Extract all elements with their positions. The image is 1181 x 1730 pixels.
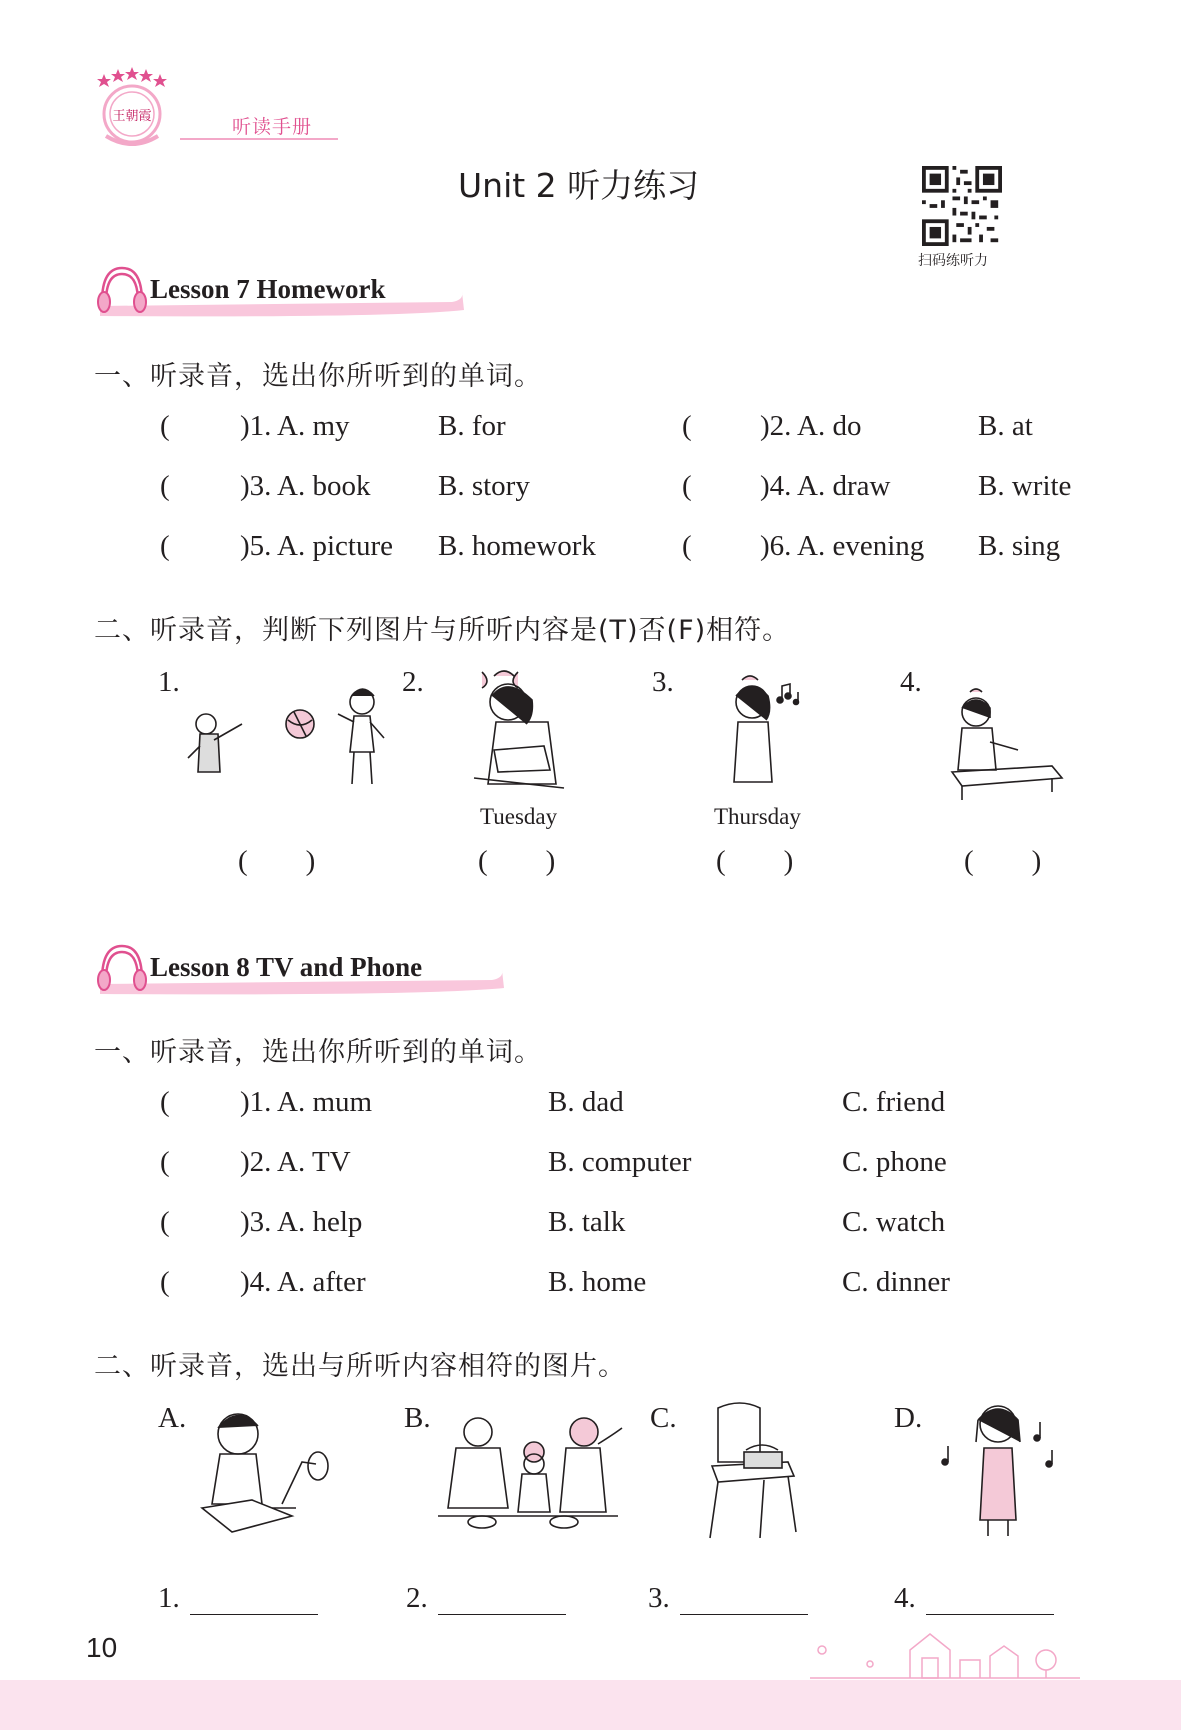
- telephone-icon: [744, 1445, 782, 1468]
- lesson-7-title: Lesson 7 Homework: [150, 274, 386, 304]
- question-option-b: B. home: [548, 1266, 647, 1298]
- answer-number: 4.: [894, 1582, 916, 1614]
- answer-paren-open[interactable]: (: [160, 1146, 170, 1178]
- chair-phone-illustration: [704, 1402, 804, 1542]
- question-option-b: B. dad: [548, 1086, 624, 1118]
- question-option-b: B. sing: [978, 530, 1061, 562]
- answer-paren-open[interactable]: (: [160, 530, 170, 562]
- qr-label: 扫码练听力: [918, 253, 988, 269]
- question-option-c: C. phone: [842, 1146, 947, 1178]
- question-option-a: )1. A. mum: [240, 1086, 373, 1118]
- music-note-icon: [777, 684, 791, 703]
- picture-caption: Tuesday: [480, 804, 558, 829]
- logo-text: 王朝霞: [112, 109, 152, 124]
- answer-paren[interactable]: ( ): [478, 845, 556, 877]
- question-option-a: )3. A. help: [240, 1206, 363, 1238]
- answer-paren[interactable]: ( ): [716, 845, 794, 877]
- answer-paren-open[interactable]: (: [682, 530, 692, 562]
- answer-paren-open[interactable]: (: [682, 470, 692, 502]
- picture-label: B.: [404, 1402, 431, 1434]
- question-option-c: C. dinner: [842, 1266, 950, 1298]
- boy-girl-ball-illustration: [190, 672, 390, 792]
- music-note-icon: [1046, 1450, 1052, 1467]
- answer-blank[interactable]: [190, 1614, 318, 1615]
- boy-reading-illustration: [192, 1404, 332, 1534]
- picture-number: 2.: [402, 666, 424, 698]
- section-heading-l8-part2: 二、听录音，选出与所听内容相符的图片。: [94, 1351, 626, 1382]
- qr-code-icon[interactable]: [922, 166, 1002, 246]
- section-heading-l8-part1: 一、听录音，选出你所听到的单词。: [94, 1037, 542, 1068]
- question-option-a: )1. A. my: [240, 410, 350, 442]
- page-number: 10: [86, 1632, 118, 1663]
- picture-number: 1.: [158, 666, 180, 698]
- section-heading-l7-part2: 二、听录音，判断下列图片与所听内容是(T)否(F)相符。: [94, 615, 791, 646]
- answer-paren-open[interactable]: (: [682, 410, 692, 442]
- answer-blank[interactable]: [438, 1614, 566, 1615]
- question-option-b: B. for: [438, 410, 506, 442]
- question-option-b: B. homework: [438, 530, 596, 562]
- footer-band: [0, 1680, 1181, 1730]
- question-option-c: C. watch: [842, 1206, 946, 1238]
- question-option-a: )2. A. do: [760, 410, 862, 442]
- question-option-b: B. write: [978, 470, 1072, 502]
- picture-caption: Thursday: [714, 804, 801, 829]
- question-option-b: B. computer: [548, 1146, 692, 1178]
- answer-paren[interactable]: ( ): [238, 845, 316, 877]
- question-option-a: )4. A. draw: [760, 470, 891, 502]
- question-option-a: )3. A. book: [240, 470, 371, 502]
- header-underline: [180, 138, 338, 140]
- lesson-8-title: Lesson 8 TV and Phone: [150, 952, 423, 982]
- question-option-b: B. at: [978, 410, 1033, 442]
- girl-homework-illustration: [474, 666, 574, 796]
- answer-paren-open[interactable]: (: [160, 410, 170, 442]
- girl-singing-illustration: [720, 672, 820, 792]
- page-title: Unit 2 听力练习: [458, 166, 700, 205]
- answer-number: 2.: [406, 1582, 428, 1614]
- question-option-a: )4. A. after: [240, 1266, 366, 1298]
- answer-blank[interactable]: [926, 1614, 1054, 1615]
- handbook-label: 听读手册: [232, 116, 313, 138]
- girl-drawing-illustration: [942, 688, 1068, 806]
- answer-paren-open[interactable]: (: [160, 1206, 170, 1238]
- music-note-icon: [1034, 1422, 1040, 1441]
- question-option-b: B. talk: [548, 1206, 626, 1238]
- question-option-c: C. friend: [842, 1086, 946, 1118]
- section-heading-l7-part1: 一、听录音，选出你所听到的单词。: [94, 361, 542, 392]
- picture-label: D.: [894, 1402, 923, 1434]
- answer-blank[interactable]: [680, 1614, 808, 1615]
- question-option-a: )6. A. evening: [760, 530, 925, 562]
- music-note-icon: [942, 1446, 948, 1465]
- picture-label: C.: [650, 1402, 677, 1434]
- question-option-a: )5. A. picture: [240, 530, 394, 562]
- girl-singing-illustration: [928, 1402, 1068, 1542]
- answer-paren-open[interactable]: (: [160, 1266, 170, 1298]
- picture-number: 3.: [652, 666, 674, 698]
- question-option-a: )2. A. TV: [240, 1146, 351, 1178]
- answer-number: 1.: [158, 1582, 180, 1614]
- badge-logo-icon: [92, 66, 172, 150]
- music-note-icon: [794, 692, 799, 705]
- question-option-b: B. story: [438, 470, 530, 502]
- answer-paren-open[interactable]: (: [160, 1086, 170, 1118]
- picture-number: 4.: [900, 666, 922, 698]
- answer-paren-open[interactable]: (: [160, 470, 170, 502]
- answer-number: 3.: [648, 1582, 670, 1614]
- picture-label: A.: [158, 1402, 187, 1434]
- desk-lamp-icon: [272, 1452, 328, 1508]
- footer-town-decoration: [810, 1620, 1080, 1680]
- family-dinner-illustration: [438, 1408, 624, 1534]
- answer-paren[interactable]: ( ): [964, 845, 1042, 877]
